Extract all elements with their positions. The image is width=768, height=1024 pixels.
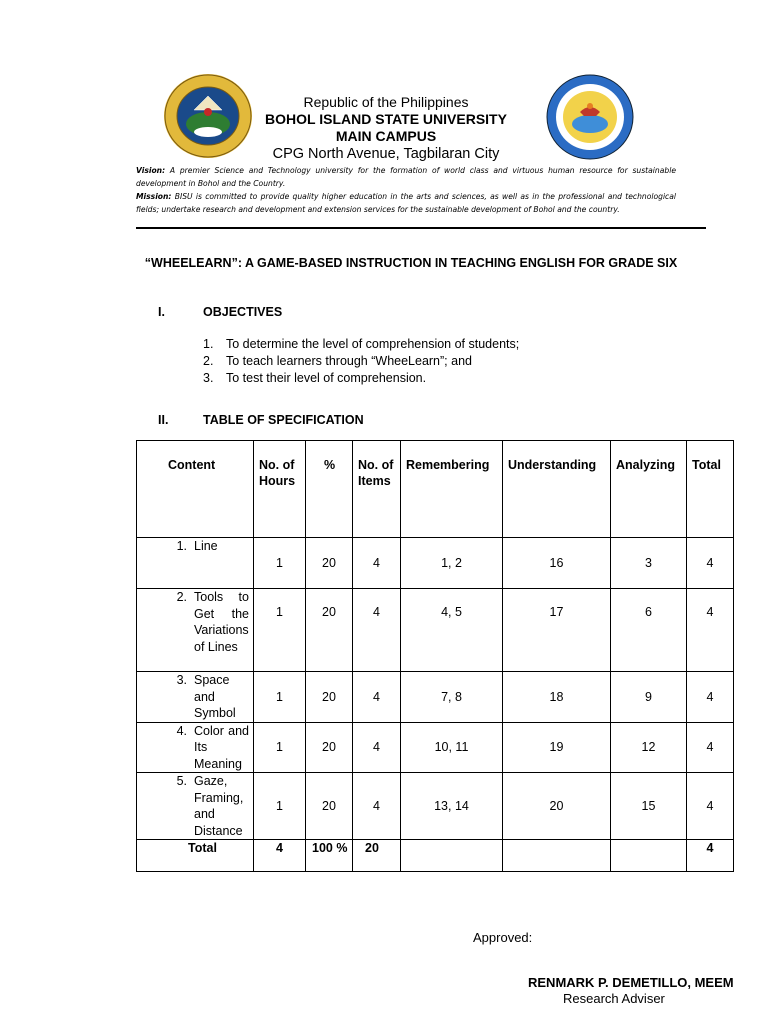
row-understanding: 17 <box>503 589 611 672</box>
section-tos-heading: TABLE OF SPECIFICATION <box>203 413 364 427</box>
row-num: 3. <box>176 673 187 687</box>
row-content-cell <box>137 672 254 723</box>
vision-label: Vision: <box>136 166 166 175</box>
header-remembering: Remembering <box>401 441 503 538</box>
row-analyzing: 12 <box>611 722 687 773</box>
header-analyzing: Analyzing <box>611 441 687 538</box>
objective-item <box>203 336 519 353</box>
row-content: Tools to Get the Variations of Lines <box>194 590 249 654</box>
row-items: 4 <box>353 722 401 773</box>
row-understanding: 16 <box>503 538 611 589</box>
row-hours: 1 <box>254 589 306 672</box>
mission-statement <box>136 190 676 216</box>
objective-text: To test their level of comprehension. <box>226 371 427 385</box>
table-row <box>137 773 734 840</box>
objective-item <box>203 370 519 387</box>
header-total: Total <box>687 441 734 538</box>
row-items: 4 <box>353 538 401 589</box>
row-analyzing: 15 <box>611 773 687 840</box>
row-hours: 1 <box>254 672 306 723</box>
row-percent: 20 <box>306 538 353 589</box>
total-hours: 4 <box>254 840 306 872</box>
total-analyzing <box>611 840 687 872</box>
row-remembering: 4, 5 <box>401 589 503 672</box>
row-remembering: 7, 8 <box>401 672 503 723</box>
total-understanding <box>503 840 611 872</box>
total-total: 4 <box>687 840 734 872</box>
objective-text: To teach learners through “WheeLearn”; and <box>226 354 472 368</box>
row-understanding: 20 <box>503 773 611 840</box>
specification-table <box>136 440 734 872</box>
table-row <box>137 589 734 672</box>
header-items: No. of Items <box>353 441 401 538</box>
objective-num: 1. <box>203 337 214 351</box>
adviser-role: Research Adviser <box>563 991 665 1006</box>
mission-label: Mission: <box>136 192 172 201</box>
total-percent: 100 % <box>306 840 353 872</box>
row-total: 4 <box>687 722 734 773</box>
row-remembering: 10, 11 <box>401 722 503 773</box>
header-content: Content <box>137 441 254 538</box>
document-title: “WHEELEARN”: A GAME-BASED INSTRUCTION IN TEACHING ENGLISH FOR GRADE SIX <box>144 256 678 270</box>
table-row <box>137 672 734 723</box>
row-hours: 1 <box>254 722 306 773</box>
row-num: 4. <box>176 723 187 738</box>
row-items: 4 <box>353 672 401 723</box>
row-items: 4 <box>353 773 401 840</box>
row-content: Line <box>194 539 218 553</box>
row-num: 2. <box>176 590 187 604</box>
row-content: Space and Symbol <box>194 673 236 720</box>
row-percent: 20 <box>306 672 353 723</box>
table-header-row <box>137 441 734 538</box>
header-hours: No. of Hours <box>254 441 306 538</box>
row-analyzing: 6 <box>611 589 687 672</box>
objective-num: 2. <box>203 354 214 368</box>
mission-text: BISU is committed to provide quality higher education in the arts and sciences, as well as in the professional and technological fields; undertake research and development and extension services for the sustainable development of Bohol and the country. <box>136 192 676 214</box>
row-content-cell <box>137 538 254 589</box>
header-campus: MAIN CAMPUS <box>335 128 437 144</box>
row-content-cell <box>137 773 254 840</box>
row-content-cell <box>137 589 254 672</box>
row-remembering: 1, 2 <box>401 538 503 589</box>
row-total: 4 <box>687 672 734 723</box>
row-content: Color and Its Meaning <box>194 723 249 771</box>
table-row <box>137 722 734 773</box>
section-objectives-heading: OBJECTIVES <box>203 305 283 319</box>
section-objectives-numeral: I. <box>158 305 165 319</box>
row-analyzing: 3 <box>611 538 687 589</box>
row-content-cell <box>137 722 254 773</box>
vision-statement <box>136 164 676 190</box>
row-percent: 20 <box>306 773 353 840</box>
table-row <box>137 538 734 589</box>
row-analyzing: 9 <box>611 672 687 723</box>
row-hours: 1 <box>254 538 306 589</box>
row-total: 4 <box>687 773 734 840</box>
total-remembering <box>401 840 503 872</box>
row-percent: 20 <box>306 589 353 672</box>
header-university: BOHOL ISLAND STATE UNIVERSITY <box>265 111 507 127</box>
section-tos-numeral: II. <box>158 413 169 427</box>
adviser-name: RENMARK P. DEMETILLO, MEEM <box>528 975 734 990</box>
row-content: Gaze, Framing, and Distance <box>194 774 244 838</box>
header-country: Republic of the Philippines <box>303 94 469 110</box>
header-address: CPG North Avenue, Tagbilaran City <box>272 146 500 162</box>
total-label: Total <box>137 840 254 872</box>
objective-text: To determine the level of comprehension of students; <box>226 337 520 351</box>
objectives-list <box>203 336 519 387</box>
row-understanding: 18 <box>503 672 611 723</box>
row-num: 1. <box>176 539 187 553</box>
header-percent: % <box>306 441 353 538</box>
row-remembering: 13, 14 <box>401 773 503 840</box>
vision-text: A premier Science and Technology university for the formation of world class and virtuous human resource for sustainable development in Bohol and the Country. <box>136 166 676 188</box>
row-total: 4 <box>687 589 734 672</box>
row-hours: 1 <box>254 773 306 840</box>
objective-item <box>203 353 519 370</box>
header-divider <box>136 227 706 229</box>
row-percent: 20 <box>306 722 353 773</box>
table-total-row <box>137 840 734 872</box>
row-total: 4 <box>687 538 734 589</box>
header-understanding: Understanding <box>503 441 611 538</box>
row-items: 4 <box>353 589 401 672</box>
approved-label: Approved: <box>473 930 533 945</box>
row-understanding: 19 <box>503 722 611 773</box>
objective-num: 3. <box>203 371 214 385</box>
row-num: 5. <box>176 774 187 788</box>
total-items: 20 <box>353 840 401 872</box>
